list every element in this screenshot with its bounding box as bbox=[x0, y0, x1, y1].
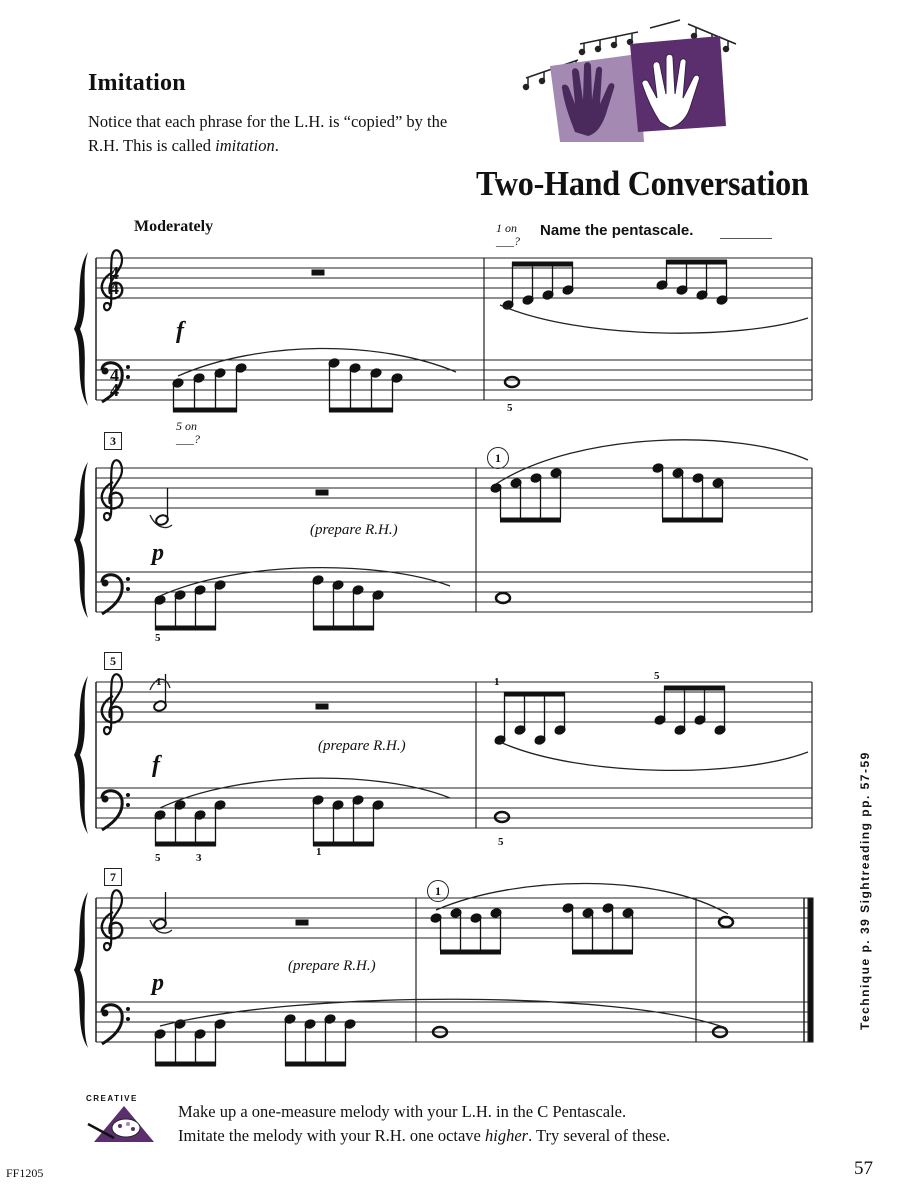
treble-clef bbox=[102, 674, 122, 734]
whole-rest bbox=[316, 704, 328, 709]
finger-number: 1 bbox=[494, 676, 500, 688]
whole-note bbox=[505, 377, 519, 387]
whole-rest bbox=[296, 920, 308, 925]
finger-number: 5 bbox=[155, 852, 161, 864]
time-signature-treble: 4 4 bbox=[110, 263, 119, 298]
piece-title: Two-Hand Conversation bbox=[476, 164, 809, 203]
note-beam bbox=[330, 408, 393, 412]
tempo-marking: Moderately bbox=[134, 218, 214, 235]
prepare-instruction: (prepare R.H.) bbox=[318, 738, 406, 754]
creative-label: CREATIVE bbox=[86, 1094, 138, 1103]
note-beam bbox=[314, 842, 374, 846]
note-beam bbox=[505, 692, 565, 696]
treble-clef bbox=[102, 460, 122, 520]
time-signature-bass: 4 4 bbox=[110, 365, 119, 400]
whole-rest bbox=[316, 490, 328, 495]
slur bbox=[150, 920, 172, 933]
measure-number: 7 bbox=[104, 868, 122, 886]
prepare-instruction: (prepare R.H.) bbox=[310, 522, 398, 538]
finger-number: 5 bbox=[155, 632, 161, 644]
note-beam bbox=[286, 1062, 346, 1066]
note-beam bbox=[174, 408, 237, 412]
creative-instruction: Make up a one-measure melody with your L.H. in the C Pentascale. Imitate the melody with your R.H. one octave higher. Try several of these. bbox=[178, 1102, 671, 1145]
finger-number: 3 bbox=[196, 852, 202, 864]
brace bbox=[74, 676, 88, 834]
note-beam bbox=[156, 1062, 216, 1066]
instruction-text: Notice that each phrase for the L.H. is “copied” by the R.H. This is called imitation. bbox=[88, 112, 448, 155]
note-beam bbox=[156, 842, 216, 846]
dynamic-marking: f bbox=[152, 752, 160, 778]
slur bbox=[160, 999, 726, 1028]
circled-finger: 1 bbox=[427, 880, 449, 902]
slur bbox=[160, 778, 450, 808]
dynamic-marking: p bbox=[152, 970, 164, 996]
prepare-instruction: (prepare R.H.) bbox=[288, 958, 376, 974]
finger-number: 1 bbox=[156, 676, 162, 688]
slur bbox=[500, 742, 808, 770]
note-beam bbox=[667, 260, 727, 264]
finger-number: 5 bbox=[654, 670, 660, 682]
whole-note bbox=[495, 812, 509, 822]
rh-start-label: 1 on ___? bbox=[496, 221, 520, 248]
note-beam bbox=[314, 626, 374, 630]
whole-rest bbox=[312, 270, 324, 275]
dynamic-marking: p bbox=[152, 540, 164, 566]
bass-clef bbox=[102, 791, 131, 830]
finger-number: 5 bbox=[507, 402, 513, 414]
brace bbox=[74, 462, 88, 618]
measure-number: 3 bbox=[104, 432, 122, 450]
circled-finger: 1 bbox=[487, 447, 509, 469]
note-beam bbox=[665, 686, 725, 690]
lh-start-label: 5 on ___? bbox=[176, 419, 200, 446]
slur bbox=[500, 305, 808, 333]
brace bbox=[74, 892, 88, 1048]
bass-clef bbox=[102, 1005, 131, 1044]
reference-note: Technique p. 39 Sightreading pp. 57-59 bbox=[858, 751, 872, 1030]
slur bbox=[496, 440, 808, 484]
note-beam bbox=[441, 950, 501, 954]
section-heading: Imitation bbox=[88, 70, 186, 96]
note-beam bbox=[573, 950, 633, 954]
slur bbox=[436, 883, 728, 914]
palette-icon bbox=[84, 1100, 164, 1144]
note-beam bbox=[501, 518, 561, 522]
bass-clef bbox=[102, 575, 131, 614]
pentascale-question: Name the pentascale. bbox=[540, 222, 694, 239]
note-beam bbox=[513, 262, 573, 266]
dynamic-marking: f bbox=[176, 318, 184, 344]
treble-clef bbox=[102, 890, 122, 950]
finger-number: 1 bbox=[316, 846, 322, 858]
page-number: 57 bbox=[854, 1158, 873, 1179]
catalog-code: FF1205 bbox=[6, 1166, 44, 1180]
note-beam bbox=[156, 626, 216, 630]
measure-number: 5 bbox=[104, 652, 122, 670]
note-beam bbox=[663, 518, 723, 522]
finger-number: 5 bbox=[498, 836, 504, 848]
final-barline-thick bbox=[808, 898, 813, 1042]
brace bbox=[74, 252, 88, 406]
